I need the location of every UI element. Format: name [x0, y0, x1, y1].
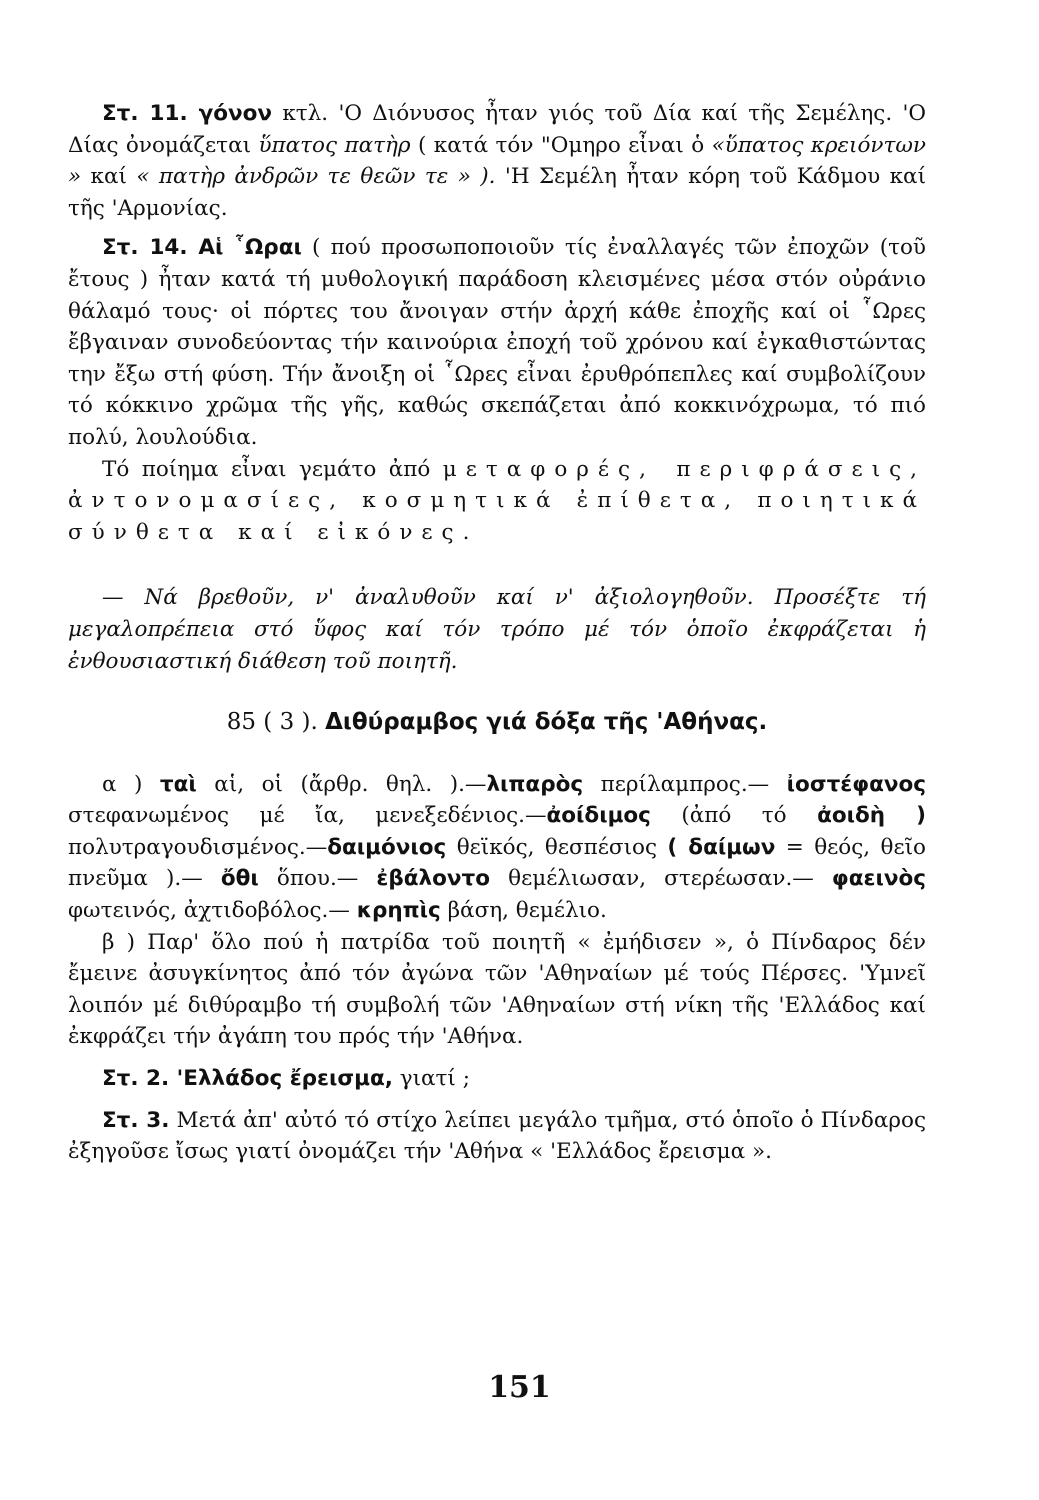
- note-text: κτλ. 'Ο Διόνυσος ἦταν γιός τοῦ Δία καί τῆς Σεμέλης. 'Ο Δίας ὀνομάζεται: [68, 101, 926, 158]
- gloss-text: = θεός, θεῖο πνεῦμα ).—: [68, 834, 926, 892]
- note-text: καί: [81, 164, 137, 190]
- quote-text: «ὕπατος κρειόντων »: [68, 132, 926, 190]
- gloss-text: στεφανωμένος μέ ἴα, μενεξεδένιος.—: [68, 803, 547, 829]
- gloss-term: ἀοίδιμος: [546, 803, 651, 829]
- note-lead: Στ. 11. γόνον: [102, 101, 273, 126]
- gloss-term: δαιμόνιος: [327, 834, 447, 860]
- gloss-term: φαεινὸς: [831, 866, 926, 892]
- note-lead: Στ. 14. Αἱ ῟Ωραι: [102, 235, 302, 261]
- gloss-term: ἐβάλοντο: [376, 866, 491, 892]
- page-body: [68, 98, 926, 1168]
- gloss-text: α ): [102, 771, 160, 797]
- gloss-term: κρηπὶς: [356, 898, 441, 924]
- gloss-term: ἀοιδὴ ): [817, 803, 926, 829]
- figures-intro: Τό ποίημα εἶναι γεμάτο ἀπό: [102, 456, 443, 482]
- note-text: Μετά ἀπ' αὐτό τό στίχο λείπει μεγάλο τμῆμα, στό ὁποῖο ὁ Πίνδαρος ἐξηγοῦσε ἴσως γιατί ὀνομάζει τήν 'Αθήνα « 'Ελλάδος ἔρεισμα ».: [68, 1107, 926, 1165]
- note-lead: Στ. 3.: [102, 1107, 170, 1133]
- section-number: 85 ( 3 ).: [226, 709, 326, 736]
- note-line-14: [68, 232, 926, 453]
- figures-paragraph: [68, 454, 926, 549]
- exercise-paragraph: — Νά βρεθοῦν, ν' ἀναλυθοῦν καί ν' ἀξιολογηθοῦν. Προσέξτε τή μεγαλοπρέπεια στό ὕφος καί τόν τρόπο μέ τόν ὁποῖο ἐκφράζεται ἡ ἐνθουσιαστική διάθεση τοῦ ποιητῆ.: [68, 585, 926, 674]
- section-heading: [68, 707, 926, 739]
- note-line-11: [68, 98, 926, 224]
- gloss-text: (ἀπό τό: [650, 803, 818, 829]
- note-text: γιατί ;: [392, 1066, 470, 1092]
- gloss-text: αἱ, οἱ (ἄρθρ. θηλ. ).—: [196, 771, 487, 797]
- gloss-text: θεϊκός, θεσπέσιος: [446, 834, 668, 860]
- commentary-paragraph: β ) Παρ' ὅλο πού ἡ πατρίδα τοῦ ποιητῆ « ἐμήδισεν », ὁ Πίνδαρος δέν ἔμεινε ἀσυγκίνητος ἀπό τόν ἀγώνα τῶν 'Αθηναίων μέ τούς Πέρσες. 'Υμνεῖ λοιπόν μέ διθύραμβο τή συμβολή τῶν 'Αθηναίων στή νίκη τῆς 'Ελλάδος καί ἐκφράζει τήν ἀγάπη του πρός τήν 'Αθήνα.: [68, 929, 926, 1050]
- gloss-term: ὄθι: [220, 866, 259, 892]
- glossary-paragraph: [68, 769, 926, 927]
- note-text: 'Η Σεμέλη ἦταν κόρη τοῦ Κάδμου καί τῆς 'Αρμονίας.: [68, 164, 927, 221]
- gloss-term: ταὶ: [159, 771, 197, 797]
- note-lead: Στ. 2. 'Ελλάδος ἔρεισμα,: [102, 1066, 393, 1092]
- note-text: ( πού προσωποποιοῦν τίς ἐναλλαγές τῶν ἐποχῶν (τοῦ ἔτους ) ἦταν κατά τή μυθολογική παράδοση κλεισμένες μέσα στόν οὐράνιο θάλαμό τους· οἱ πόρτες του ἄνοιγαν στήν ἀρχή κάθε ἐποχῆς καί οἱ ῟Ωρες ἔβγαιναν συνοδεύοντας τήν καινούρια ἐποχή τοῦ χρόνου καί ἐγκαθιστώντας την ἔξω στή φύση. Τήν ἄνοιξη οἱ ῟Ωρες εἶναι ἐρυθρόπεπλες καί συμβολίζουν τό κόκκινο χρῶμα τῆς γῆς, καθώς σκεπάζεται ἀπό κοκκινόχρωμα, τό πιό πολύ, λουλούδια.: [68, 235, 926, 450]
- gloss-text: πολυτραγουδισμένος.—: [68, 834, 328, 860]
- section-title: Διθύραμβος γιά δόξα τῆς 'Αθήνας.: [325, 709, 768, 736]
- page-number: 151: [488, 1370, 551, 1405]
- gloss-term: ( δαίμων: [667, 834, 776, 860]
- note-text: ( κατά τόν "Ομηρο εἶναι ὁ: [410, 132, 712, 158]
- gloss-term: ἰοστέφανος: [786, 771, 927, 797]
- gloss-text: ὅπου.—: [258, 866, 377, 892]
- quote-text: ὕπατος πατὴρ: [258, 132, 411, 158]
- quote-text: « πατὴρ ἀνδρῶν τε θεῶν τε » ).: [136, 164, 496, 190]
- note-line-2: [68, 1063, 926, 1095]
- gloss-term: λιπαρὸς: [486, 771, 584, 797]
- note-line-3: [68, 1105, 926, 1168]
- gloss-text: βάση, θεμέλιο.: [440, 898, 607, 924]
- gloss-text: περίλαμπρος.—: [583, 771, 787, 797]
- gloss-text: φωτεινός, ἀχτιδοβόλος.—: [68, 898, 357, 924]
- gloss-text: θεμέλιωσαν, στερέωσαν.—: [490, 866, 832, 892]
- figures-list: μεταφορές, περιφράσεις, ἀντονομασίες, κοσμητικά ἐπίθετα, ποιητικά σύνθετα καί εἰκόνες.: [68, 456, 926, 545]
